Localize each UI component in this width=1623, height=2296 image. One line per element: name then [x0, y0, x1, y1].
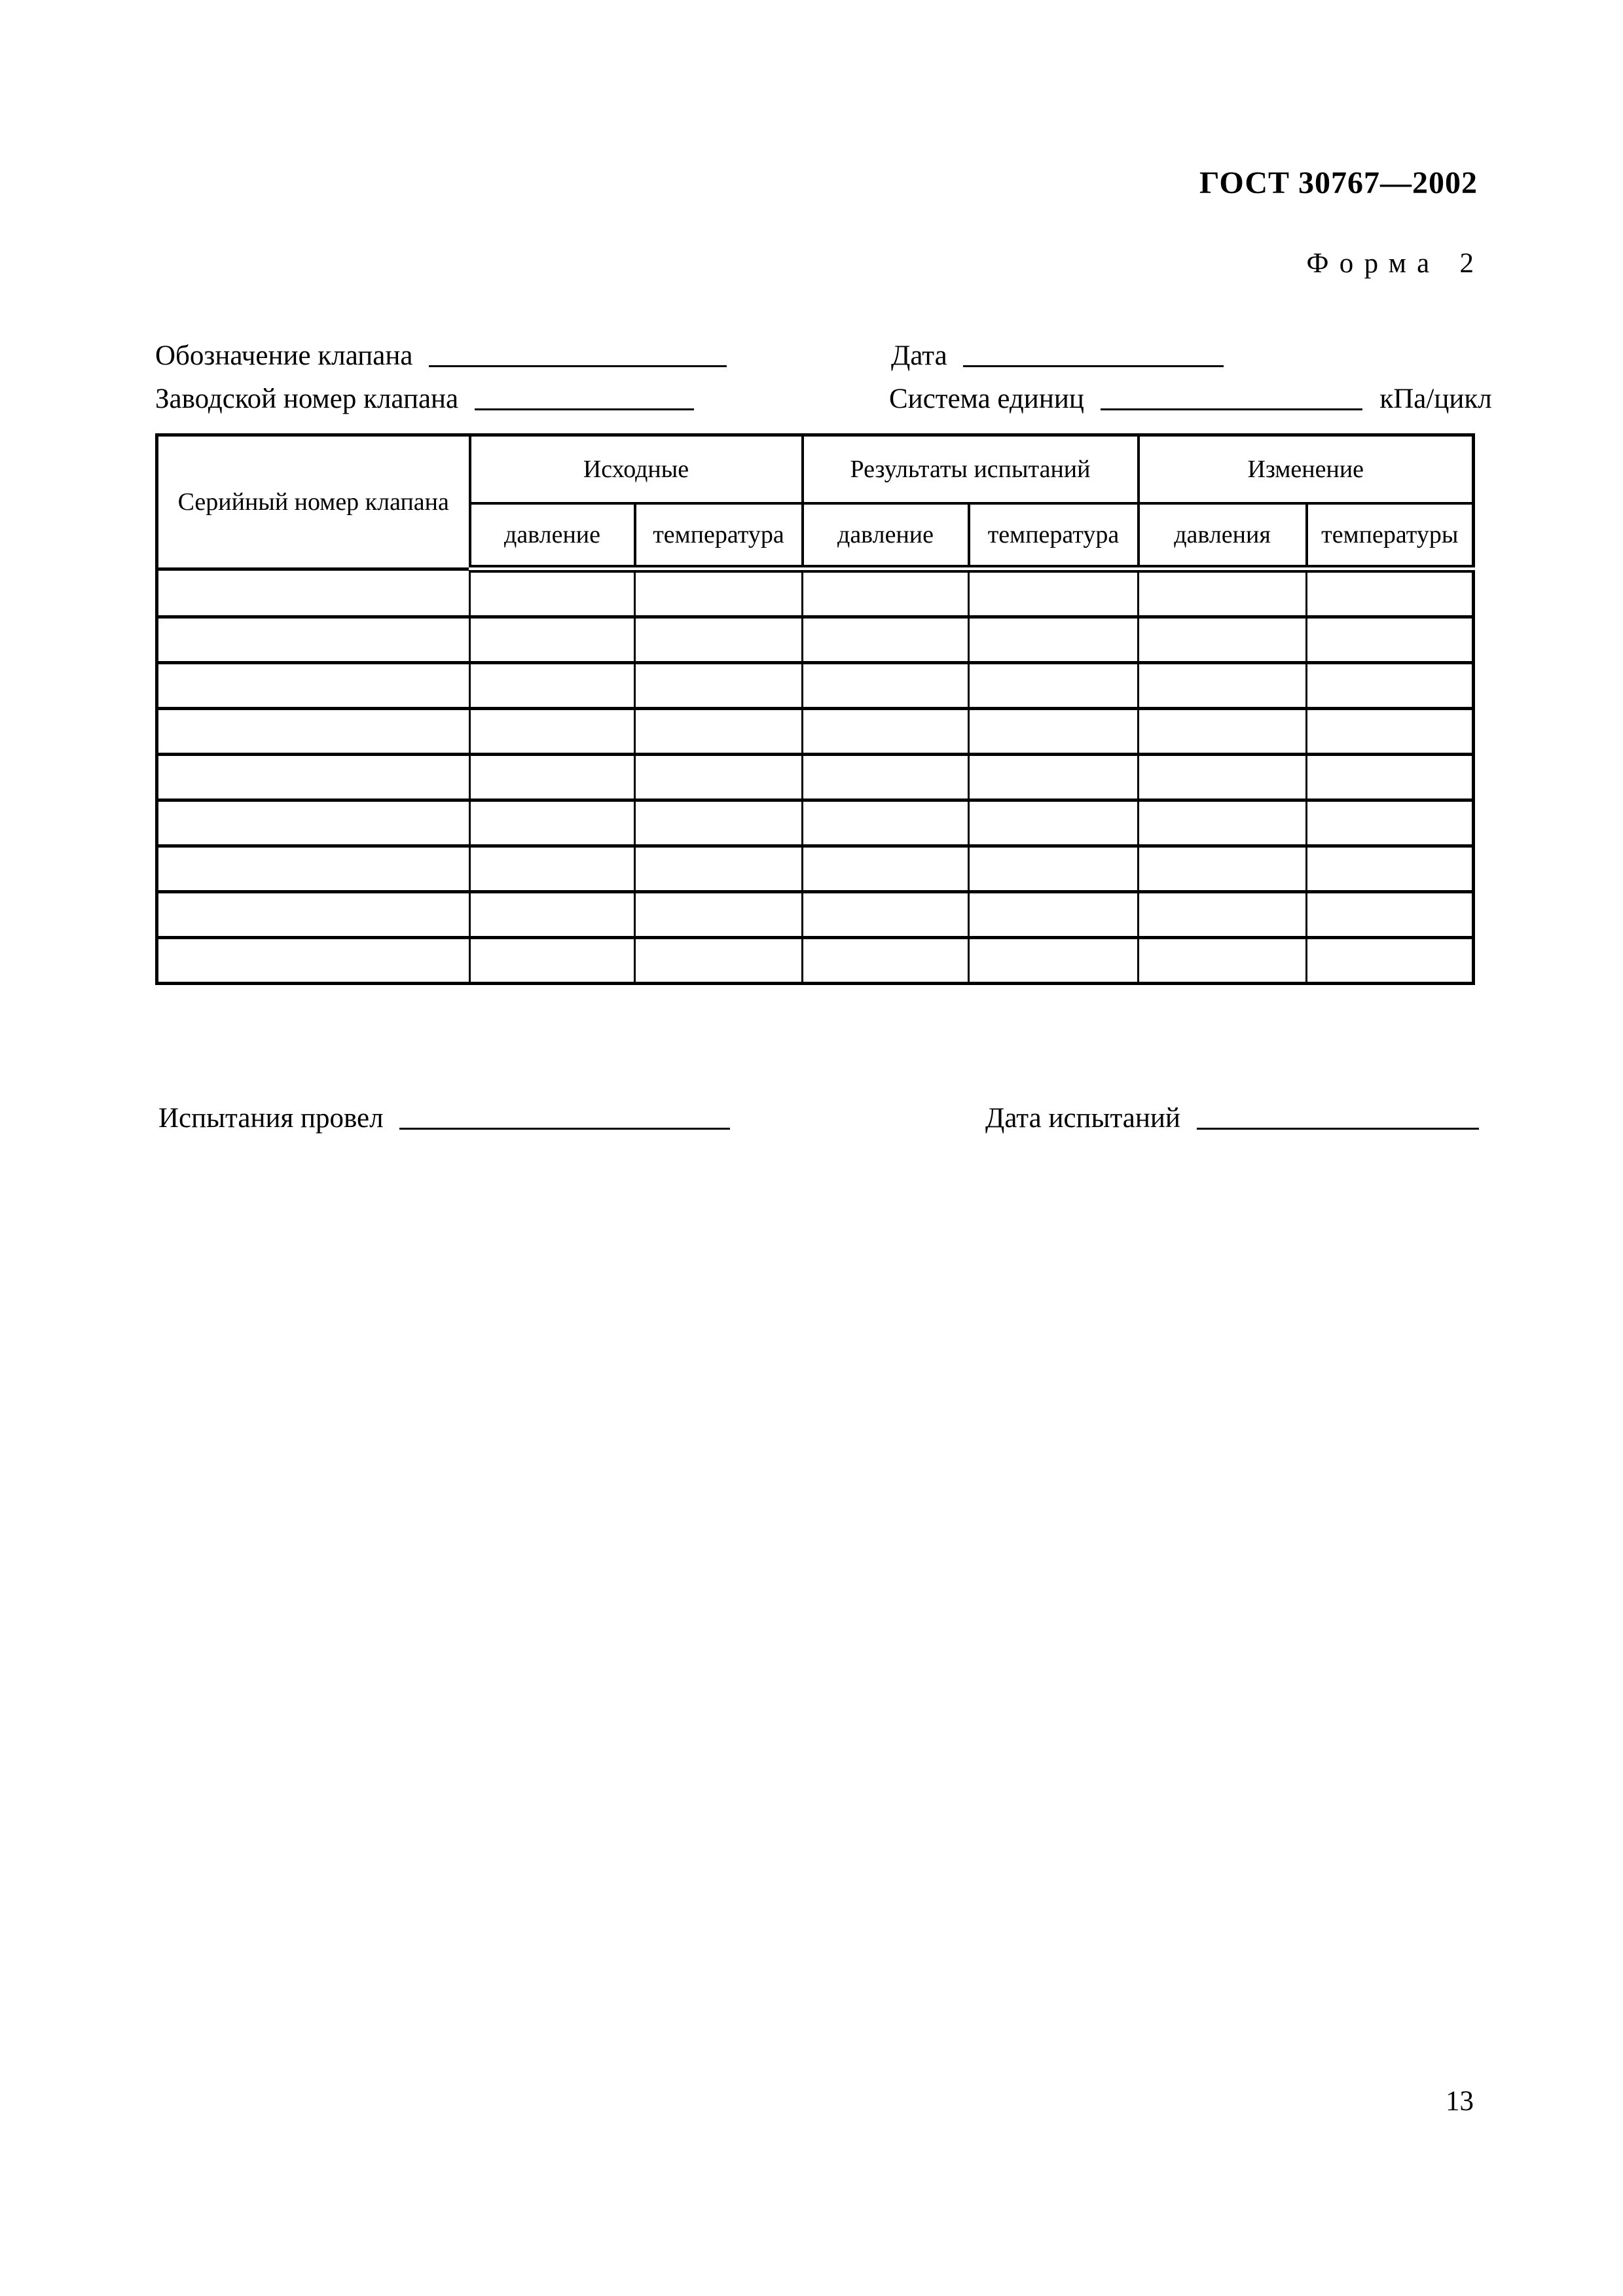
sub-header-initial-temperature: температура [635, 503, 803, 569]
empty-cell [803, 938, 969, 984]
empty-cell [969, 846, 1139, 892]
table-row [157, 663, 1474, 709]
empty-cell [157, 709, 470, 755]
empty-cell [1139, 663, 1307, 709]
empty-cell [1139, 846, 1307, 892]
table-row [157, 617, 1474, 663]
empty-cell [1307, 617, 1474, 663]
empty-cell [1307, 938, 1474, 984]
empty-cell [969, 569, 1139, 617]
empty-cell [1139, 569, 1307, 617]
empty-cell [1307, 892, 1474, 938]
empty-cell [969, 892, 1139, 938]
empty-cell [157, 569, 470, 617]
form-heading [1306, 247, 1474, 279]
field-valve-designation [155, 340, 727, 372]
unit-system-units: кПа/цикл [1379, 384, 1492, 414]
empty-cell [157, 846, 470, 892]
sub-header-results-temperature: температура [969, 503, 1139, 569]
sub-header-change-temperature: температуры [1307, 503, 1474, 569]
group-header-change: Изменение [1139, 435, 1474, 504]
empty-cell [470, 709, 635, 755]
valve-designation-blank-line [429, 365, 727, 367]
field-test-date [985, 1102, 1479, 1134]
empty-cell [635, 569, 803, 617]
valve-factory-number-blank-line [475, 408, 694, 410]
empty-cell [969, 755, 1139, 800]
empty-cell [803, 846, 969, 892]
empty-cell [969, 938, 1139, 984]
field-date [891, 340, 1224, 372]
empty-cell [803, 800, 969, 846]
empty-cell [803, 617, 969, 663]
empty-cell [1139, 755, 1307, 800]
empty-cell [635, 617, 803, 663]
empty-cell [635, 800, 803, 846]
page-number: 13 [1446, 2086, 1474, 2117]
empty-cell [969, 663, 1139, 709]
empty-cell [157, 892, 470, 938]
sub-header-change-pressure: давления [1139, 503, 1307, 569]
form-number: 2 [1459, 248, 1474, 279]
empty-cell [470, 755, 635, 800]
unit-system-label: Система единиц [889, 384, 1084, 414]
table-row [157, 938, 1474, 984]
empty-cell [969, 800, 1139, 846]
empty-cell [635, 938, 803, 984]
empty-cell [635, 663, 803, 709]
empty-cell [635, 709, 803, 755]
empty-cell [803, 709, 969, 755]
results-table-body [157, 569, 1474, 984]
tested-by-blank-line [399, 1128, 730, 1130]
results-table [155, 433, 1475, 985]
empty-cell [635, 892, 803, 938]
empty-cell [635, 846, 803, 892]
empty-cell [470, 800, 635, 846]
empty-cell [635, 755, 803, 800]
column-header-serial-number: Серийный номер клапана [157, 435, 470, 569]
empty-cell [803, 892, 969, 938]
empty-cell [470, 617, 635, 663]
empty-cell [470, 892, 635, 938]
field-tested-by [158, 1102, 730, 1134]
empty-cell [803, 663, 969, 709]
table-row [157, 755, 1474, 800]
empty-cell [1139, 892, 1307, 938]
empty-cell [1139, 709, 1307, 755]
empty-cell [157, 755, 470, 800]
empty-cell [1307, 569, 1474, 617]
group-header-initial: Исходные [470, 435, 803, 504]
empty-cell [1307, 709, 1474, 755]
empty-cell [969, 709, 1139, 755]
form-word: Форма [1306, 248, 1440, 279]
field-valve-factory-number [155, 383, 694, 415]
empty-cell [1139, 938, 1307, 984]
valve-designation-label: Обозначение клапана [155, 340, 413, 371]
group-header-test-results: Результаты испытаний [803, 435, 1139, 504]
table-row [157, 709, 1474, 755]
field-unit-system [889, 383, 1492, 415]
table-row [157, 846, 1474, 892]
standard-reference: ГОСТ 30767—2002 [1199, 166, 1478, 200]
table-row [157, 800, 1474, 846]
table-row [157, 569, 1474, 617]
empty-cell [1139, 800, 1307, 846]
empty-cell [1307, 663, 1474, 709]
test-date-label: Дата испытаний [985, 1103, 1180, 1134]
empty-cell [1307, 800, 1474, 846]
empty-cell [157, 800, 470, 846]
empty-cell [969, 617, 1139, 663]
empty-cell [470, 663, 635, 709]
empty-cell [470, 846, 635, 892]
date-label: Дата [891, 340, 947, 371]
empty-cell [803, 569, 969, 617]
empty-cell [1307, 755, 1474, 800]
sub-header-results-pressure: давление [803, 503, 969, 569]
empty-cell [803, 755, 969, 800]
unit-system-blank-line [1101, 408, 1362, 410]
empty-cell [157, 663, 470, 709]
empty-cell [1307, 846, 1474, 892]
empty-cell [470, 569, 635, 617]
sub-header-initial-pressure: давление [470, 503, 635, 569]
table-row [157, 892, 1474, 938]
empty-cell [1139, 617, 1307, 663]
test-date-blank-line [1197, 1128, 1479, 1130]
date-blank-line [963, 365, 1224, 367]
empty-cell [157, 617, 470, 663]
table-group-header-row [157, 435, 1474, 504]
empty-cell [157, 938, 470, 984]
valve-factory-number-label: Заводской номер клапана [155, 384, 459, 414]
empty-cell [470, 938, 635, 984]
tested-by-label: Испытания провел [158, 1103, 384, 1134]
